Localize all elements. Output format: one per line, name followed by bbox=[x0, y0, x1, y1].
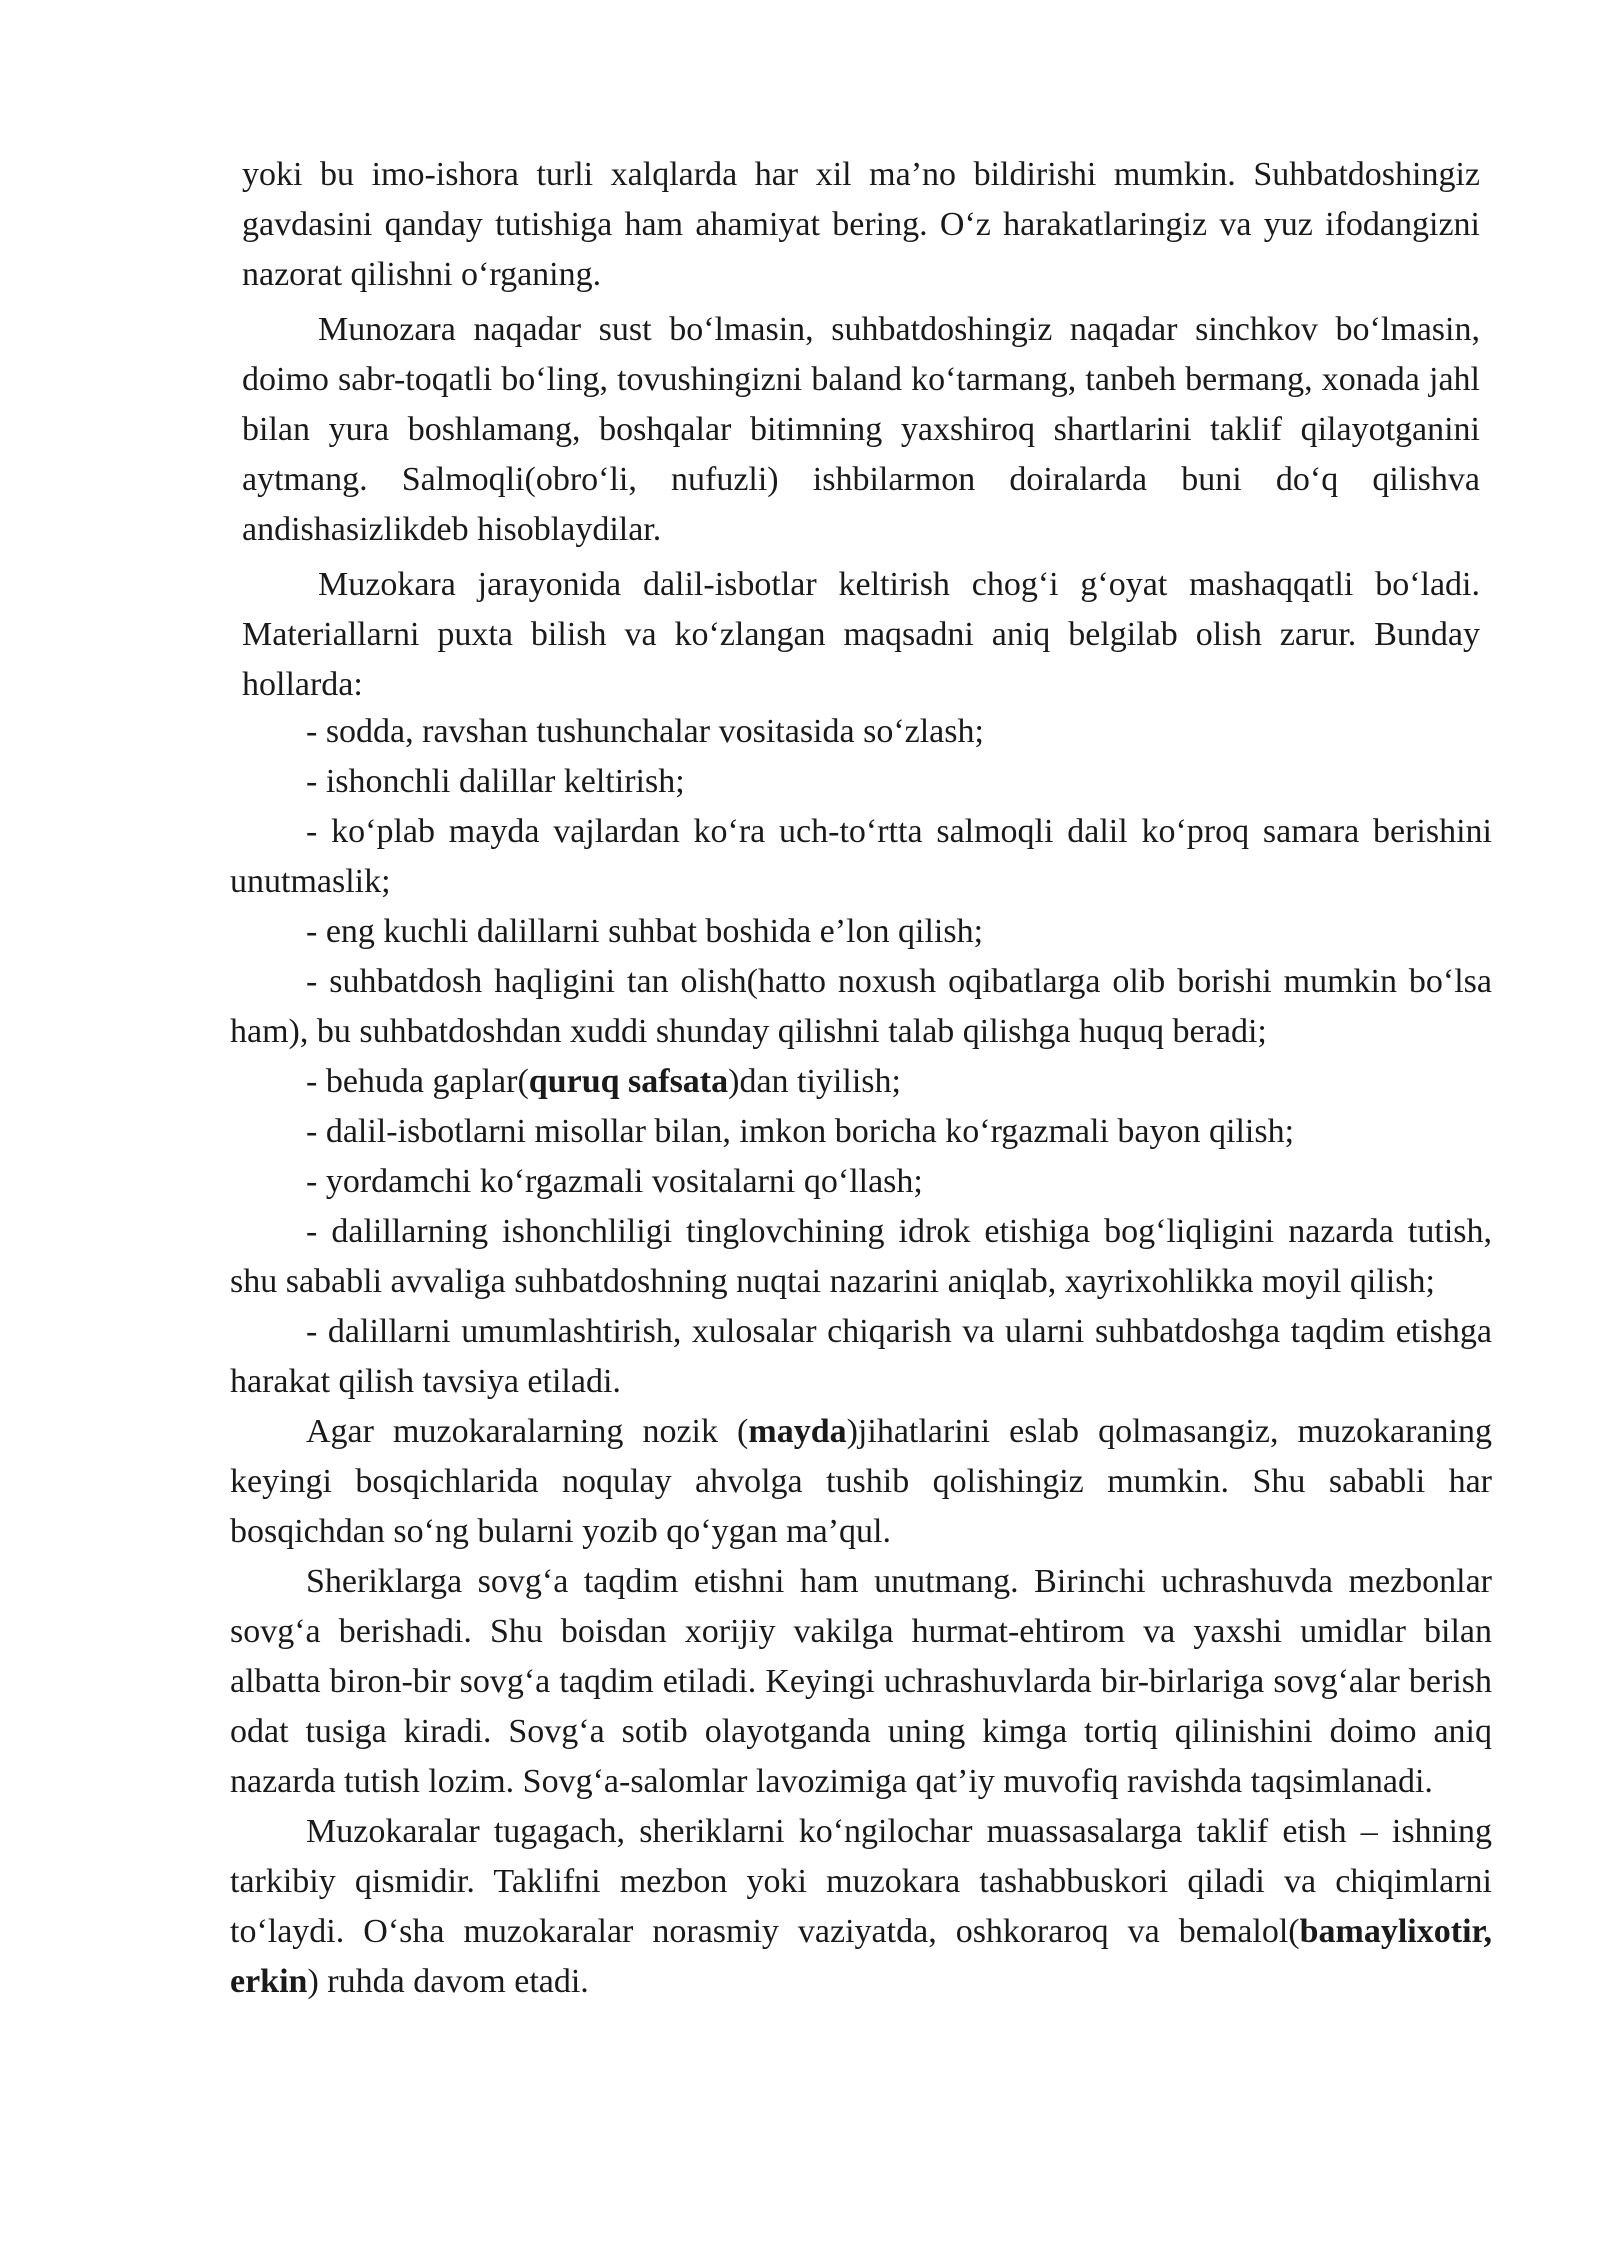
list-item-text: - behuda gaplar( bbox=[306, 1063, 529, 1100]
paragraph-details bbox=[230, 1407, 1492, 1557]
paragraph-text: ) ruhda davom etadi. bbox=[307, 1963, 589, 2000]
list-item-text: )dan tiyilish; bbox=[728, 1063, 901, 1100]
list-item: - yordamchi ko‘rgazmali vositalarni qo‘llash; bbox=[306, 1163, 923, 1200]
list-item: - ishonchli dalillar keltirish; bbox=[306, 763, 685, 800]
list-item: - sodda, ravshan tushunchalar vositasida so‘zlash; bbox=[306, 713, 984, 750]
main-section bbox=[230, 707, 1492, 2007]
bold-term: mayda bbox=[748, 1413, 847, 1450]
paragraph-text: Agar muzokaralarning nozik ( bbox=[306, 1413, 749, 1450]
paragraph-arguments: Muzokara jarayonida dalil-isbotlar keltirish chog‘i g‘oyat mashaqqatli bo‘ladi. Materiallarni puxta bilish va ko‘zlangan maqsadni aniq belgilab olish zarur. Bunday hollarda: bbox=[242, 566, 1480, 703]
list-item: - eng kuchli dalillarni suhbat boshida e’lon qilish; bbox=[306, 913, 984, 950]
list-item: - suhbatdosh haqligini tan olish(hatto noxush oqibatlarga olib borishi mumkin bo‘lsa ham), bu suhbatdoshdan xuddi shunday qilishni talab qilishga huquq beradi; bbox=[230, 963, 1492, 1050]
list-item: - dalil-isbotlarni misollar bilan, imkon boricha ko‘rgazmali bayon qilish; bbox=[306, 1113, 1295, 1150]
paragraph-gestures: yoki bu imo-ishora turli xalqlarda har xil ma’no bildirishi mumkin. Suhbatdoshingiz gavdasini qanday tutishiga ham ahamiyat bering. O‘z harakatlaringiz va yuz ifodangizni nazorat qilishni o‘rganing. bbox=[242, 156, 1480, 293]
bold-term: bamaylixotir, erkin bbox=[230, 1913, 1492, 2000]
list-item bbox=[230, 1057, 1492, 1107]
paragraph-patience: Munozara naqadar sust bo‘lmasin, suhbatdoshingiz naqadar sinchkov bo‘lmasin, doimo sabr-toqatli bo‘ling, tovushingizni baland ko‘tarmang, tanbeh bermang, xonada jahl bilan yura boshlamang, boshqalar bitimning yaxshiroq shartlarini taklif qilayotganini aytmang. Salmoqli(obro‘li, nufuzli) ishbilarmon doiralarda buni do‘q qilishva andishasizlikdeb hisoblaydilar. bbox=[242, 311, 1480, 548]
list-item: - ko‘plab mayda vajlardan ko‘ra uch-to‘rtta salmoqli dalil ko‘proq samara berishini unutmaslik; bbox=[230, 813, 1492, 900]
paragraph-text: Muzokaralar tugagach, sheriklarni ko‘ngilochar muassasalarga taklif etish – ishning tarkibiy qismidir. Taklifni mezbon yoki muzokara tashabbuskori qiladi va chiqimlarni to‘laydi. O‘sha muzokaralar norasmiy vaziyatda, oshkoraroq va bemalol( bbox=[230, 1813, 1492, 1950]
paragraph-text: )jihatlarini eslab qolmasangiz, muzokaraning keyingi bosqichlarida noqulay ahvolga tushib qolishingiz mumkin. Shu sababli har bosqichdan so‘ng bularni yozib qo‘ygan ma’qul. bbox=[230, 1413, 1492, 1550]
paragraph-gifts: Sheriklarga sovg‘a taqdim etishni ham unutmang. Birinchi uchrashuvda mezbonlar sovg‘a berishadi. Shu boisdan xorijiy vakilga hurmat-ehtirom va yaxshi umidlar bilan albatta biron-bir sovg‘a taqdim etiladi. Keyingi uchrashuvlarda bir-birlariga sovg‘alar berish odat tusiga kiradi. Sovg‘a sotib olayotganda uning kimga tortiq qilinishini doimo aniq nazarda tutish lozim. Sovg‘a-salomlar lavozimiga qat’iy muvofiq ravishda taqsimlanadi. bbox=[230, 1563, 1492, 1800]
paragraph-entertainment bbox=[230, 1807, 1492, 2007]
bold-term: quruq safsata bbox=[528, 1063, 729, 1100]
list-item: - dalillarni umumlashtirish, xulosalar chiqarish va ularni suhbatdoshga taqdim etishga harakat qilish tavsiya etiladi. bbox=[230, 1313, 1492, 1400]
intro-section bbox=[242, 150, 1480, 710]
list-item: - dalillarning ishonchliligi tinglovchining idrok etishiga bog‘liqligini nazarda tutish, shu sababli avvaliga suhbatdoshning nuqtai nazarini aniqlab, xayrixohlikka moyil qilish; bbox=[230, 1213, 1492, 1300]
